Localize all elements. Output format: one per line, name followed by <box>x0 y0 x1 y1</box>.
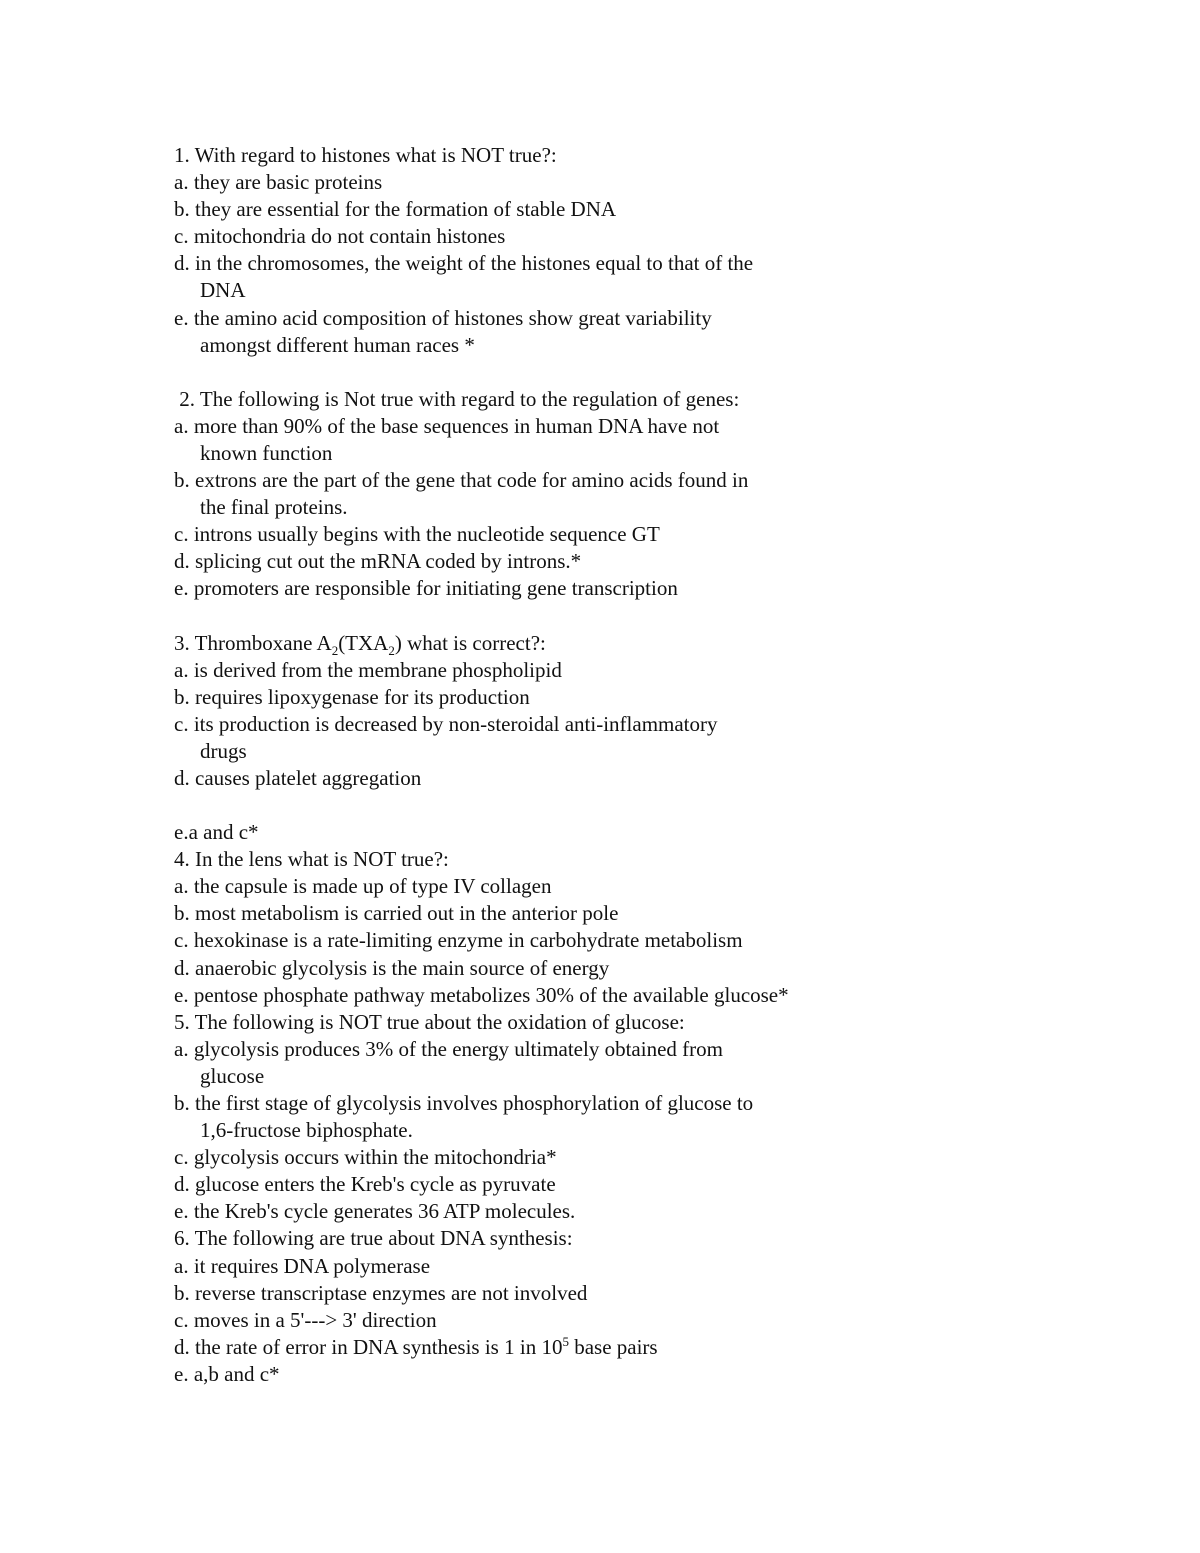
q2-option-e: e. promoters are responsible for initiating gene transcription <box>174 576 678 601</box>
q2-option-c: c. introns usually begins with the nucleotide sequence GT <box>174 522 660 547</box>
q5-option-b-cont: 1,6-fructose biphosphate. <box>200 1118 413 1143</box>
spacer <box>174 359 894 386</box>
q3-stem-part: 3. Thromboxane A <box>174 630 332 655</box>
q3-subscript: 2 <box>388 642 395 658</box>
q4-option-e: e. pentose phosphate pathway metabolizes 30% of the available glucose* <box>174 982 789 1007</box>
q1-option-d-cont: DNA <box>200 278 246 303</box>
q3-option-c-cont: drugs <box>200 738 247 763</box>
q3-subscript: 2 <box>331 642 339 658</box>
q4-stem: 4. In the lens what is NOT true?: <box>174 847 449 872</box>
q6-option-d-text: d. the rate of error in DNA synthesis is 1 in 10 <box>174 1334 563 1359</box>
q5-option-d: d. glucose enters the Kreb's cycle as pyruvate <box>174 1172 556 1197</box>
q5-option-e: e. the Kreb's cycle generates 36 ATP molecules. <box>174 1199 576 1224</box>
q3-stem-part: (TXA <box>338 630 389 655</box>
q1-option-c: c. mitochondria do not contain histones <box>174 224 506 249</box>
q6-option-d-text: base pairs <box>568 1334 658 1359</box>
q1-option-a: a. they are basic proteins <box>174 170 383 195</box>
spacer <box>174 603 894 630</box>
q4-option-d: d. anaerobic glycolysis is the main source of energy <box>174 955 610 980</box>
q2-stem: 2. The following is Not true with regard to the regulation of genes: <box>174 386 740 411</box>
q4-option-b: b. most metabolism is carried out in the anterior pole <box>174 901 619 926</box>
q1-option-e-cont: amongst different human races * <box>200 332 475 357</box>
q3-option-d: d. causes platelet aggregation <box>174 765 422 790</box>
q6-option-d <box>174 1334 894 1361</box>
q6-option-b: b. reverse transcriptase enzymes are not involved <box>174 1280 588 1305</box>
q2-option-b: b. extrons are the part of the gene that code for amino acids found in <box>174 468 749 493</box>
q4-option-c: c. hexokinase is a rate-limiting enzyme in carbohydrate metabolism <box>174 928 743 953</box>
q3-option-a: a. is derived from the membrane phospholipid <box>174 657 562 682</box>
q1-option-b: b. they are essential for the formation of stable DNA <box>174 197 617 222</box>
q6-stem: 6. The following are true about DNA synthesis: <box>174 1226 573 1251</box>
q5-stem: 5. The following is NOT true about the oxidation of glucose: <box>174 1009 685 1034</box>
q6-superscript: 5 <box>562 1333 569 1349</box>
q2-option-b-cont: the final proteins. <box>200 495 348 520</box>
q5-option-c: c. glycolysis occurs within the mitochondria* <box>174 1145 557 1170</box>
q3-stem <box>174 630 894 657</box>
q6-option-a: a. it requires DNA polymerase <box>174 1253 431 1278</box>
q2-option-a-cont: known function <box>200 440 333 465</box>
q3-option-c: c. its production is decreased by non-steroidal anti-inflammatory <box>174 711 718 736</box>
q3-option-e: e.a and c* <box>174 820 259 845</box>
q5-option-a-cont: glucose <box>200 1063 265 1088</box>
q6-option-c: c. moves in a 5'---> 3' direction <box>174 1307 437 1332</box>
q5-option-a: a. glycolysis produces 3% of the energy ultimately obtained from <box>174 1036 723 1061</box>
q6-option-e: e. a,b and c* <box>174 1361 280 1386</box>
spacer <box>174 792 894 819</box>
q2-option-d: d. splicing cut out the mRNA coded by introns.* <box>174 549 582 574</box>
q1-stem: 1. With regard to histones what is NOT true?: <box>174 143 557 167</box>
q1-option-e: e. the amino acid composition of histones show great variability <box>174 305 712 330</box>
q4-option-a: a. the capsule is made up of type IV collagen <box>174 874 552 899</box>
q1-option-d: d. in the chromosomes, the weight of the histones equal to that of the <box>174 251 754 276</box>
q5-option-b: b. the first stage of glycolysis involves phosphorylation of glucose to <box>174 1091 754 1115</box>
q2-option-a: a. more than 90% of the base sequences in human DNA have not <box>174 413 720 438</box>
q3-option-b: b. requires lipoxygenase for its production <box>174 684 530 709</box>
document-page <box>174 142 894 1388</box>
q3-stem-part: ) what is correct?: <box>394 630 546 655</box>
